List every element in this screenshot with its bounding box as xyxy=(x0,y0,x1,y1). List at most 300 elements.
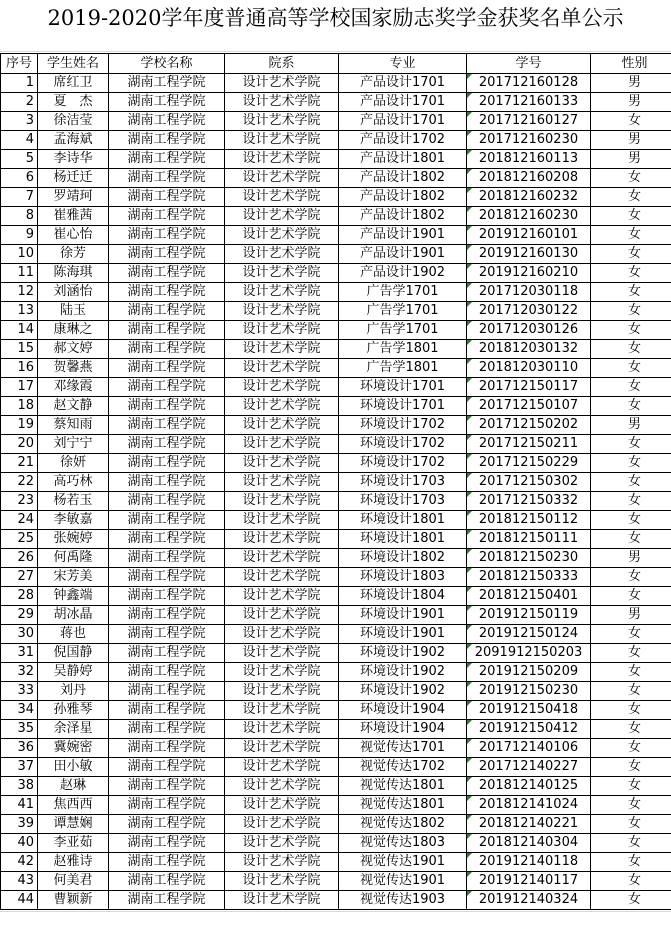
seq-cell[interactable] xyxy=(1,226,38,245)
major-cell[interactable] xyxy=(339,169,467,188)
school-cell[interactable] xyxy=(109,758,225,777)
header-cell-seq[interactable]: 序号 xyxy=(1,54,38,74)
school-cell[interactable] xyxy=(109,93,225,112)
major-cell[interactable] xyxy=(339,739,467,758)
student-id-cell[interactable] xyxy=(467,606,591,625)
seq-cell[interactable] xyxy=(1,720,38,739)
school-cell[interactable] xyxy=(109,340,225,359)
seq-cell[interactable] xyxy=(1,245,38,264)
student-name-cell[interactable] xyxy=(38,397,109,416)
major-cell[interactable] xyxy=(339,625,467,644)
school-cell[interactable] xyxy=(109,378,225,397)
gender-cell[interactable] xyxy=(591,207,671,226)
department-cell[interactable] xyxy=(225,758,339,777)
student-name-cell[interactable] xyxy=(38,226,109,245)
student-name-cell[interactable] xyxy=(38,473,109,492)
major-cell[interactable] xyxy=(339,283,467,302)
gender-cell[interactable] xyxy=(591,796,671,815)
student-name-cell[interactable] xyxy=(38,93,109,112)
student-name-cell[interactable] xyxy=(38,511,109,530)
department-cell[interactable] xyxy=(225,682,339,701)
department-cell[interactable] xyxy=(225,663,339,682)
gender-cell[interactable] xyxy=(591,74,671,93)
student-id-cell[interactable] xyxy=(467,359,591,378)
department-cell[interactable] xyxy=(225,112,339,131)
major-cell[interactable] xyxy=(339,549,467,568)
seq-cell[interactable] xyxy=(1,663,38,682)
major-cell[interactable] xyxy=(339,834,467,853)
gender-cell[interactable] xyxy=(591,340,671,359)
major-cell[interactable] xyxy=(339,340,467,359)
seq-cell[interactable] xyxy=(1,302,38,321)
student-id-cell[interactable] xyxy=(467,663,591,682)
school-cell[interactable] xyxy=(109,625,225,644)
student-name-cell[interactable] xyxy=(38,245,109,264)
gender-cell[interactable] xyxy=(591,188,671,207)
seq-cell[interactable] xyxy=(1,891,38,910)
department-cell[interactable] xyxy=(225,872,339,891)
major-cell[interactable] xyxy=(339,321,467,340)
gender-cell[interactable] xyxy=(591,568,671,587)
student-id-cell[interactable] xyxy=(467,302,591,321)
school-cell[interactable] xyxy=(109,701,225,720)
student-id-cell[interactable] xyxy=(467,568,591,587)
student-id-cell[interactable] xyxy=(467,340,591,359)
student-name-cell[interactable] xyxy=(38,739,109,758)
student-id-cell[interactable] xyxy=(467,397,591,416)
department-cell[interactable] xyxy=(225,397,339,416)
student-name-cell[interactable] xyxy=(38,815,109,834)
student-id-cell[interactable] xyxy=(467,492,591,511)
seq-cell[interactable] xyxy=(1,454,38,473)
major-cell[interactable] xyxy=(339,207,467,226)
major-cell[interactable] xyxy=(339,492,467,511)
gender-cell[interactable] xyxy=(591,777,671,796)
school-cell[interactable] xyxy=(109,834,225,853)
seq-cell[interactable] xyxy=(1,131,38,150)
major-cell[interactable] xyxy=(339,378,467,397)
department-cell[interactable] xyxy=(225,891,339,910)
department-cell[interactable] xyxy=(225,302,339,321)
school-cell[interactable] xyxy=(109,587,225,606)
major-cell[interactable] xyxy=(339,435,467,454)
header-cell-department[interactable]: 院系 xyxy=(225,54,339,74)
department-cell[interactable] xyxy=(225,435,339,454)
seq-cell[interactable] xyxy=(1,853,38,872)
department-cell[interactable] xyxy=(225,587,339,606)
student-name-cell[interactable] xyxy=(38,74,109,93)
seq-cell[interactable] xyxy=(1,416,38,435)
student-name-cell[interactable] xyxy=(38,264,109,283)
seq-cell[interactable] xyxy=(1,625,38,644)
student-name-cell[interactable] xyxy=(38,340,109,359)
department-cell[interactable] xyxy=(225,169,339,188)
student-id-cell[interactable] xyxy=(467,378,591,397)
student-id-cell[interactable] xyxy=(467,112,591,131)
school-cell[interactable] xyxy=(109,644,225,663)
student-name-cell[interactable] xyxy=(38,834,109,853)
student-id-cell[interactable] xyxy=(467,720,591,739)
student-name-cell[interactable] xyxy=(38,549,109,568)
student-id-cell[interactable] xyxy=(467,891,591,910)
gender-cell[interactable] xyxy=(591,473,671,492)
seq-cell[interactable] xyxy=(1,549,38,568)
header-cell-school[interactable]: 学校名称 xyxy=(109,54,225,74)
department-cell[interactable] xyxy=(225,777,339,796)
gender-cell[interactable] xyxy=(591,454,671,473)
major-cell[interactable] xyxy=(339,188,467,207)
major-cell[interactable] xyxy=(339,663,467,682)
department-cell[interactable] xyxy=(225,492,339,511)
major-cell[interactable] xyxy=(339,701,467,720)
department-cell[interactable] xyxy=(225,283,339,302)
student-name-cell[interactable] xyxy=(38,663,109,682)
gender-cell[interactable] xyxy=(591,112,671,131)
student-name-cell[interactable] xyxy=(38,758,109,777)
department-cell[interactable] xyxy=(225,549,339,568)
school-cell[interactable] xyxy=(109,777,225,796)
student-name-cell[interactable] xyxy=(38,188,109,207)
student-name-cell[interactable] xyxy=(38,283,109,302)
school-cell[interactable] xyxy=(109,245,225,264)
seq-cell[interactable] xyxy=(1,397,38,416)
gender-cell[interactable] xyxy=(591,758,671,777)
seq-cell[interactable] xyxy=(1,435,38,454)
school-cell[interactable] xyxy=(109,473,225,492)
gender-cell[interactable] xyxy=(591,321,671,340)
department-cell[interactable] xyxy=(225,511,339,530)
student-id-cell[interactable] xyxy=(467,226,591,245)
major-cell[interactable] xyxy=(339,777,467,796)
gender-cell[interactable] xyxy=(591,530,671,549)
gender-cell[interactable] xyxy=(591,834,671,853)
seq-cell[interactable] xyxy=(1,568,38,587)
school-cell[interactable] xyxy=(109,853,225,872)
student-name-cell[interactable] xyxy=(38,169,109,188)
student-id-cell[interactable] xyxy=(467,625,591,644)
student-id-cell[interactable] xyxy=(467,454,591,473)
major-cell[interactable] xyxy=(339,815,467,834)
gender-cell[interactable] xyxy=(591,435,671,454)
department-cell[interactable] xyxy=(225,74,339,93)
gender-cell[interactable] xyxy=(591,150,671,169)
student-name-cell[interactable] xyxy=(38,796,109,815)
department-cell[interactable] xyxy=(225,796,339,815)
gender-cell[interactable] xyxy=(591,359,671,378)
major-cell[interactable] xyxy=(339,416,467,435)
seq-cell[interactable] xyxy=(1,777,38,796)
department-cell[interactable] xyxy=(225,150,339,169)
student-name-cell[interactable] xyxy=(38,891,109,910)
school-cell[interactable] xyxy=(109,492,225,511)
gender-cell[interactable] xyxy=(591,720,671,739)
student-id-cell[interactable] xyxy=(467,321,591,340)
school-cell[interactable] xyxy=(109,169,225,188)
student-name-cell[interactable] xyxy=(38,606,109,625)
major-cell[interactable] xyxy=(339,150,467,169)
student-id-cell[interactable] xyxy=(467,511,591,530)
student-id-cell[interactable] xyxy=(467,74,591,93)
student-name-cell[interactable] xyxy=(38,644,109,663)
department-cell[interactable] xyxy=(225,454,339,473)
seq-cell[interactable] xyxy=(1,188,38,207)
department-cell[interactable] xyxy=(225,606,339,625)
major-cell[interactable] xyxy=(339,758,467,777)
department-cell[interactable] xyxy=(225,416,339,435)
student-id-cell[interactable] xyxy=(467,530,591,549)
major-cell[interactable] xyxy=(339,587,467,606)
seq-cell[interactable] xyxy=(1,739,38,758)
student-id-cell[interactable] xyxy=(467,169,591,188)
major-cell[interactable] xyxy=(339,530,467,549)
seq-cell[interactable] xyxy=(1,207,38,226)
department-cell[interactable] xyxy=(225,131,339,150)
student-name-cell[interactable] xyxy=(38,530,109,549)
gender-cell[interactable] xyxy=(591,245,671,264)
school-cell[interactable] xyxy=(109,435,225,454)
gender-cell[interactable] xyxy=(591,682,671,701)
gender-cell[interactable] xyxy=(591,492,671,511)
gender-cell[interactable] xyxy=(591,815,671,834)
student-id-cell[interactable] xyxy=(467,644,591,663)
gender-cell[interactable] xyxy=(591,416,671,435)
school-cell[interactable] xyxy=(109,568,225,587)
seq-cell[interactable] xyxy=(1,473,38,492)
school-cell[interactable] xyxy=(109,606,225,625)
department-cell[interactable] xyxy=(225,359,339,378)
department-cell[interactable] xyxy=(225,568,339,587)
student-name-cell[interactable] xyxy=(38,872,109,891)
student-id-cell[interactable] xyxy=(467,416,591,435)
student-id-cell[interactable] xyxy=(467,264,591,283)
seq-cell[interactable] xyxy=(1,340,38,359)
school-cell[interactable] xyxy=(109,739,225,758)
school-cell[interactable] xyxy=(109,682,225,701)
department-cell[interactable] xyxy=(225,188,339,207)
department-cell[interactable] xyxy=(225,473,339,492)
seq-cell[interactable] xyxy=(1,701,38,720)
student-id-cell[interactable] xyxy=(467,549,591,568)
school-cell[interactable] xyxy=(109,112,225,131)
major-cell[interactable] xyxy=(339,226,467,245)
school-cell[interactable] xyxy=(109,321,225,340)
department-cell[interactable] xyxy=(225,815,339,834)
seq-cell[interactable] xyxy=(1,359,38,378)
major-cell[interactable] xyxy=(339,302,467,321)
major-cell[interactable] xyxy=(339,568,467,587)
seq-cell[interactable] xyxy=(1,758,38,777)
department-cell[interactable] xyxy=(225,340,339,359)
school-cell[interactable] xyxy=(109,359,225,378)
major-cell[interactable] xyxy=(339,131,467,150)
department-cell[interactable] xyxy=(225,226,339,245)
student-name-cell[interactable] xyxy=(38,682,109,701)
major-cell[interactable] xyxy=(339,359,467,378)
student-id-cell[interactable] xyxy=(467,777,591,796)
student-id-cell[interactable] xyxy=(467,701,591,720)
header-cell-student-id[interactable]: 学号 xyxy=(467,54,591,74)
school-cell[interactable] xyxy=(109,416,225,435)
department-cell[interactable] xyxy=(225,644,339,663)
major-cell[interactable] xyxy=(339,511,467,530)
seq-cell[interactable] xyxy=(1,644,38,663)
student-name-cell[interactable] xyxy=(38,359,109,378)
school-cell[interactable] xyxy=(109,302,225,321)
student-id-cell[interactable] xyxy=(467,283,591,302)
student-name-cell[interactable] xyxy=(38,112,109,131)
seq-cell[interactable] xyxy=(1,511,38,530)
major-cell[interactable] xyxy=(339,112,467,131)
student-id-cell[interactable] xyxy=(467,853,591,872)
gender-cell[interactable] xyxy=(591,169,671,188)
seq-cell[interactable] xyxy=(1,283,38,302)
school-cell[interactable] xyxy=(109,872,225,891)
student-name-cell[interactable] xyxy=(38,454,109,473)
school-cell[interactable] xyxy=(109,530,225,549)
header-cell-gender[interactable]: 性别 xyxy=(591,54,671,74)
department-cell[interactable] xyxy=(225,739,339,758)
seq-cell[interactable] xyxy=(1,796,38,815)
department-cell[interactable] xyxy=(225,207,339,226)
gender-cell[interactable] xyxy=(591,625,671,644)
seq-cell[interactable] xyxy=(1,93,38,112)
student-name-cell[interactable] xyxy=(38,777,109,796)
gender-cell[interactable] xyxy=(591,644,671,663)
student-id-cell[interactable] xyxy=(467,131,591,150)
student-id-cell[interactable] xyxy=(467,872,591,891)
department-cell[interactable] xyxy=(225,853,339,872)
seq-cell[interactable] xyxy=(1,815,38,834)
student-name-cell[interactable] xyxy=(38,625,109,644)
gender-cell[interactable] xyxy=(591,739,671,758)
school-cell[interactable] xyxy=(109,663,225,682)
student-id-cell[interactable] xyxy=(467,188,591,207)
seq-cell[interactable] xyxy=(1,112,38,131)
student-id-cell[interactable] xyxy=(467,93,591,112)
major-cell[interactable] xyxy=(339,853,467,872)
major-cell[interactable] xyxy=(339,454,467,473)
major-cell[interactable] xyxy=(339,720,467,739)
department-cell[interactable] xyxy=(225,720,339,739)
student-name-cell[interactable] xyxy=(38,150,109,169)
student-id-cell[interactable] xyxy=(467,207,591,226)
student-name-cell[interactable] xyxy=(38,416,109,435)
school-cell[interactable] xyxy=(109,891,225,910)
student-id-cell[interactable] xyxy=(467,815,591,834)
school-cell[interactable] xyxy=(109,283,225,302)
school-cell[interactable] xyxy=(109,397,225,416)
seq-cell[interactable] xyxy=(1,378,38,397)
student-name-cell[interactable] xyxy=(38,720,109,739)
major-cell[interactable] xyxy=(339,74,467,93)
student-id-cell[interactable] xyxy=(467,587,591,606)
seq-cell[interactable] xyxy=(1,682,38,701)
gender-cell[interactable] xyxy=(591,511,671,530)
gender-cell[interactable] xyxy=(591,131,671,150)
student-id-cell[interactable] xyxy=(467,245,591,264)
gender-cell[interactable] xyxy=(591,397,671,416)
seq-cell[interactable] xyxy=(1,587,38,606)
major-cell[interactable] xyxy=(339,245,467,264)
seq-cell[interactable] xyxy=(1,492,38,511)
student-id-cell[interactable] xyxy=(467,473,591,492)
department-cell[interactable] xyxy=(225,834,339,853)
student-id-cell[interactable] xyxy=(467,796,591,815)
student-name-cell[interactable] xyxy=(38,701,109,720)
student-name-cell[interactable] xyxy=(38,492,109,511)
gender-cell[interactable] xyxy=(591,606,671,625)
gender-cell[interactable] xyxy=(591,872,671,891)
major-cell[interactable] xyxy=(339,93,467,112)
gender-cell[interactable] xyxy=(591,701,671,720)
school-cell[interactable] xyxy=(109,207,225,226)
student-id-cell[interactable] xyxy=(467,739,591,758)
major-cell[interactable] xyxy=(339,397,467,416)
major-cell[interactable] xyxy=(339,264,467,283)
seq-cell[interactable] xyxy=(1,74,38,93)
school-cell[interactable] xyxy=(109,511,225,530)
school-cell[interactable] xyxy=(109,549,225,568)
major-cell[interactable] xyxy=(339,644,467,663)
major-cell[interactable] xyxy=(339,796,467,815)
major-cell[interactable] xyxy=(339,872,467,891)
school-cell[interactable] xyxy=(109,815,225,834)
student-name-cell[interactable] xyxy=(38,321,109,340)
student-name-cell[interactable] xyxy=(38,587,109,606)
school-cell[interactable] xyxy=(109,264,225,283)
student-name-cell[interactable] xyxy=(38,435,109,454)
student-name-cell[interactable] xyxy=(38,568,109,587)
gender-cell[interactable] xyxy=(591,226,671,245)
gender-cell[interactable] xyxy=(591,93,671,112)
gender-cell[interactable] xyxy=(591,378,671,397)
student-id-cell[interactable] xyxy=(467,150,591,169)
department-cell[interactable] xyxy=(225,264,339,283)
student-name-cell[interactable] xyxy=(38,378,109,397)
seq-cell[interactable] xyxy=(1,872,38,891)
gender-cell[interactable] xyxy=(591,663,671,682)
gender-cell[interactable] xyxy=(591,853,671,872)
seq-cell[interactable] xyxy=(1,264,38,283)
student-id-cell[interactable] xyxy=(467,834,591,853)
school-cell[interactable] xyxy=(109,454,225,473)
department-cell[interactable] xyxy=(225,245,339,264)
school-cell[interactable] xyxy=(109,74,225,93)
header-cell-name[interactable]: 学生姓名 xyxy=(38,54,109,74)
department-cell[interactable] xyxy=(225,701,339,720)
major-cell[interactable] xyxy=(339,891,467,910)
gender-cell[interactable] xyxy=(591,283,671,302)
gender-cell[interactable] xyxy=(591,587,671,606)
header-cell-major[interactable]: 专业 xyxy=(339,54,467,74)
department-cell[interactable] xyxy=(225,378,339,397)
school-cell[interactable] xyxy=(109,131,225,150)
school-cell[interactable] xyxy=(109,226,225,245)
seq-cell[interactable] xyxy=(1,530,38,549)
department-cell[interactable] xyxy=(225,93,339,112)
gender-cell[interactable] xyxy=(591,302,671,321)
department-cell[interactable] xyxy=(225,625,339,644)
student-name-cell[interactable] xyxy=(38,302,109,321)
school-cell[interactable] xyxy=(109,150,225,169)
school-cell[interactable] xyxy=(109,720,225,739)
student-name-cell[interactable] xyxy=(38,131,109,150)
seq-cell[interactable] xyxy=(1,169,38,188)
major-cell[interactable] xyxy=(339,473,467,492)
department-cell[interactable] xyxy=(225,530,339,549)
seq-cell[interactable] xyxy=(1,150,38,169)
gender-cell[interactable] xyxy=(591,549,671,568)
